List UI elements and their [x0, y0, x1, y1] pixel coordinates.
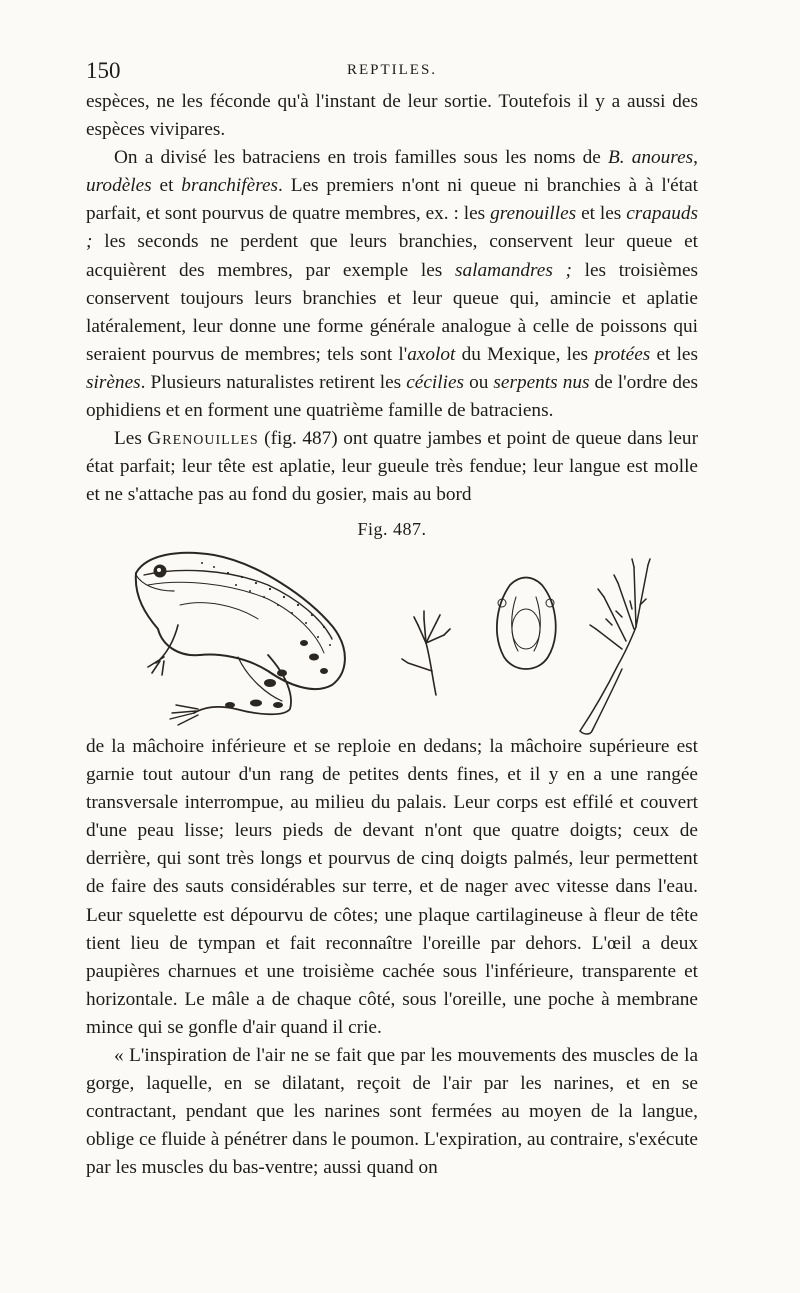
text-run: ,: [693, 147, 698, 169]
front-foot-drawing: [402, 611, 450, 695]
text-run: Les: [114, 428, 148, 450]
text-run: . Les premiers n'ont ni queue ni branchies à à l'état parfait, et sont pourvus de quatre membres, ex. : les: [86, 175, 699, 225]
italic-term: cécilies: [406, 371, 465, 393]
text-run: du Mexique, les: [455, 343, 595, 365]
italic-term: axolot: [407, 343, 456, 365]
head-drawing: [497, 578, 556, 670]
text-run: de la mâchoire inférieure et se reploie en dedans; la mâchoire supérieure est garnie tout autour d'un rang de petites dents fines, et il y en a une rangée transversale interrompue, au milieu du palais. Leur corps est effilé et couvert d'une peau lisse; leurs pieds de devant n'ont que quatre doigts; ceux de derrière, qui sont très longs et pourvus de cinq doigts palmés, leur permettent de faire des sauts considérables sur terre, et de nager avec vitesse dans l'eau. Leur squelette est dépourvu de côtes; une plaque cartilagineuse à fleur de tête tient lieu de tympan et fait reconnaître l'oreille par dehors. L'œil a deux paupières charnues et une troisième cachée sous l'inférieure, transparente et horizontale. Le mâle a de chaque côté, sous l'oreille, une poche à membrane mince qui se gonfle d'air quand il crie.: [86, 736, 698, 1038]
text-run: espèces, ne les féconde qu'à l'instant de leur sortie. Toutefois il y a aussi des espèces vivipares.: [86, 91, 698, 141]
text-run: . Plusieurs naturalistes retirent les: [140, 371, 407, 393]
italic-term: sirènes: [86, 371, 141, 393]
text-run: les seconds ne perdent que leurs branchies, conservent leur queue et acquièrent des membres, par exemple les: [86, 231, 698, 281]
text-run: les troisièmes conservent toujours leurs branchies et leur queue qui, amincie et aplatie latéralement, leur donne une forme générale analogue à celle de poissons qui seraient pourvus de membres; tels sont l': [86, 259, 699, 365]
italic-term: salamandres ;: [455, 259, 572, 281]
figure-487: [118, 545, 678, 735]
italic-term: B. anoures: [607, 147, 694, 169]
text-run: de l'ordre des ophidiens et en forment une quatrième famille de batraciens.: [86, 371, 699, 422]
page-header: [86, 58, 698, 88]
paragraph: [86, 144, 698, 425]
italic-term: protées: [594, 343, 651, 365]
frog-illustration: [118, 545, 678, 735]
italic-term: urodèles: [86, 175, 152, 197]
text-run: (fig. 487) ont quatre jambes et point de queue dans leur état parfait; leur tête est aplatie, leur gueule très fendue; leur langue est molle et ne s'attache pas au fond du gosier, mais au bord: [86, 428, 698, 506]
page-number: 150: [86, 58, 121, 83]
italic-term: crapauds ;: [86, 203, 699, 253]
paragraph: [86, 425, 698, 509]
text-run: et: [151, 175, 182, 197]
small-caps-term: Grenouilles: [147, 428, 259, 450]
hind-foot-drawing: [580, 559, 650, 734]
frog-drawing: [136, 553, 345, 725]
paragraph: [86, 733, 698, 1042]
text-run: ou: [464, 371, 494, 393]
text-run: et les: [576, 203, 627, 225]
running-title: REPTILES.: [346, 62, 438, 78]
figure-caption: Fig. 487.: [357, 519, 427, 539]
italic-term: serpents nus: [493, 371, 590, 393]
text-run: On a divisé les batraciens en trois familles sous les noms de: [114, 147, 608, 169]
text-run: « L'inspiration de l'air ne se fait que par les mouvements des muscles de la gorge, laquelle, en se dilatant, reçoit de l'air par les narines, et en se contractant, pendant que les narines sont fermées au moyen de la langue, oblige ce fluide à pénétrer dans le poumon. L'expiration, au contraire, s'exécute par les muscles du bas-ventre; aussi quand on: [86, 1045, 698, 1179]
paragraph: [86, 1042, 698, 1182]
body-text-top: [86, 88, 698, 509]
italic-term: branchifères: [181, 175, 279, 197]
body-text-bottom: [86, 733, 698, 1183]
text-run: et les: [650, 343, 698, 365]
paragraph: [86, 88, 698, 144]
italic-term: grenouilles: [490, 203, 577, 225]
